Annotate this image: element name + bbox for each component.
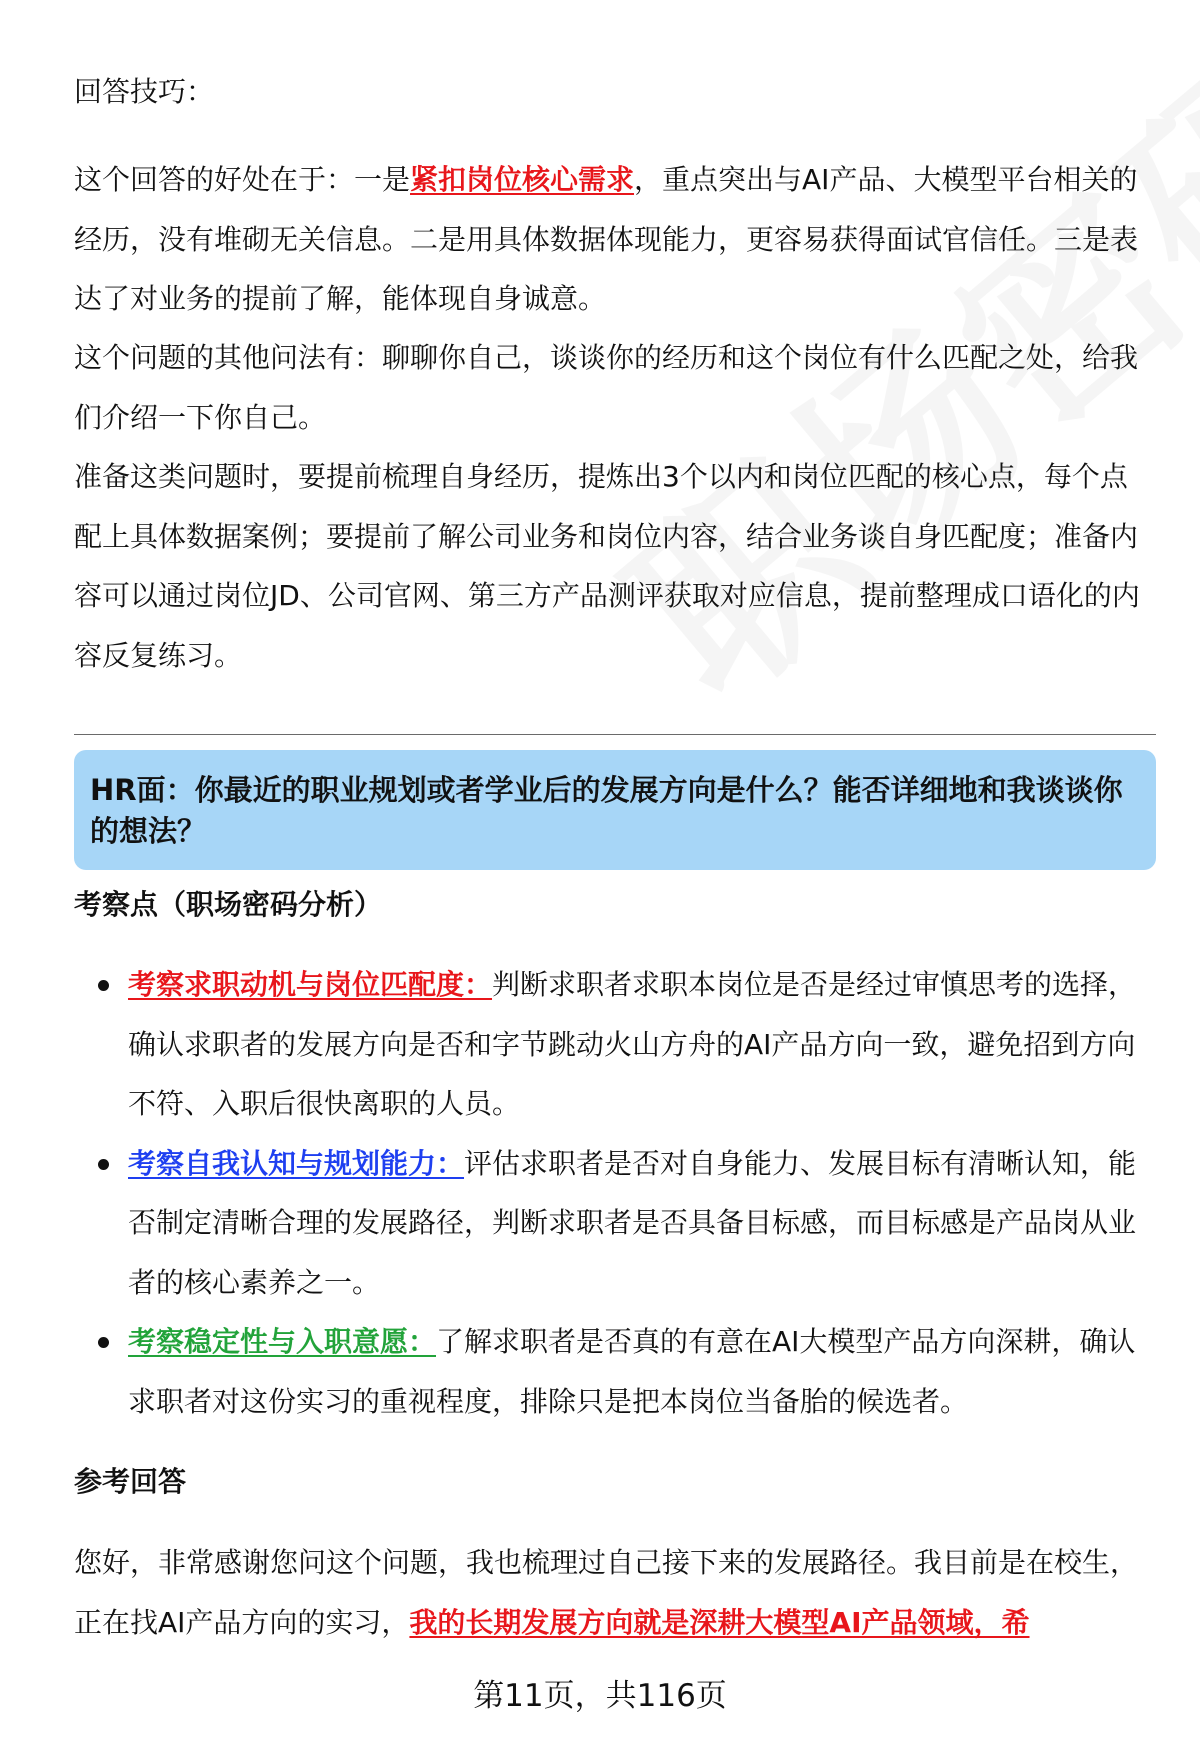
bullet-dot-icon: [98, 980, 109, 991]
bullet-label: 考察稳定性与入职意愿：: [128, 1325, 437, 1358]
question-box: [74, 750, 1156, 870]
answer-prefix: 您好，非常感谢您问这个问题，我也梳理过自己接下来的发展路径。我目前是在校生，正在找AI产品方向的实习，: [74, 1546, 1139, 1639]
other-phrasings-paragraph: 这个问题的其他问法有：聊聊你自己，谈谈你的经历和这个岗位有什么匹配之处，给我们介绍一下你自己。: [74, 341, 1139, 434]
list-item: [74, 1134, 1158, 1313]
exam-points-list: [74, 955, 1156, 1431]
para1-suffix: ，重点突出与AI产品、大模型平台相关的经历，没有堆砌无关信息。二是用具体数据体现能力，更容易获得面试官信任。三是表达了对业务的提前了解，能体现自身诚意。: [74, 163, 1139, 315]
bullet-text: 评估求职者是否对自身能力、发展目标有清晰认知，能否制定清晰合理的发展路径，判断求职者是否具备目标感，而目标感是产品岗从业者的核心素养之一。: [128, 1146, 1137, 1299]
exam-points-heading: 考察点（职场密码分析）: [74, 888, 383, 921]
bullet-label: 考察自我认知与规划能力：: [128, 1146, 465, 1180]
list-item: [74, 1312, 1158, 1431]
page-footer: 第11页，共116页: [473, 1678, 727, 1714]
bullet-text: 判断求职者求职本岗位是否是经过审慎思考的选择，确认求职者的发展方向是否和字节跳动火山方舟的AI产品方向一致，避免招到方向不符、入职后很快离职的人员。: [128, 968, 1137, 1120]
bullet-dot-icon: [98, 1159, 109, 1170]
question-text: HR面：你最近的职业规划或者学业后的发展方向是什么？能否详细地和我谈谈你的想法？: [90, 773, 1123, 848]
bullet-label: 考察求职动机与岗位匹配度：: [128, 968, 493, 1001]
bullet-dot-icon: [98, 1337, 109, 1348]
intro-label: 回答技巧：: [74, 75, 215, 108]
reference-answer-heading: 参考回答: [74, 1465, 187, 1498]
answer-highlight: 我的长期发展方向就是深耕大模型AI产品领域，希: [409, 1605, 1030, 1639]
reference-answer-paragraph: [74, 1533, 1154, 1652]
para1-highlight: 紧扣岗位核心需求: [410, 163, 635, 196]
list-item: [74, 955, 1158, 1134]
para1-prefix: 这个回答的好处在于：一是: [74, 163, 411, 196]
bullet-text: 了解求职者是否真的有意在AI大模型产品方向深耕，确认求职者对这份实习的重视程度，排除只是把本岗位当备胎的候选者。: [128, 1325, 1136, 1418]
section-divider: [74, 734, 1156, 735]
answer-tips-paragraph: [74, 150, 1154, 329]
preparation-paragraph: 准备这类问题时，要提前梳理自身经历，提炼出3个以内和岗位匹配的核心点，每个点配上具体数据案例；要提前了解公司业务和岗位内容，结合业务谈自身匹配度；准备内容可以通过岗位JD、公司官网、第三方产品测评获取对应信息，提前整理成口语化的内容反复练习。: [74, 460, 1140, 672]
